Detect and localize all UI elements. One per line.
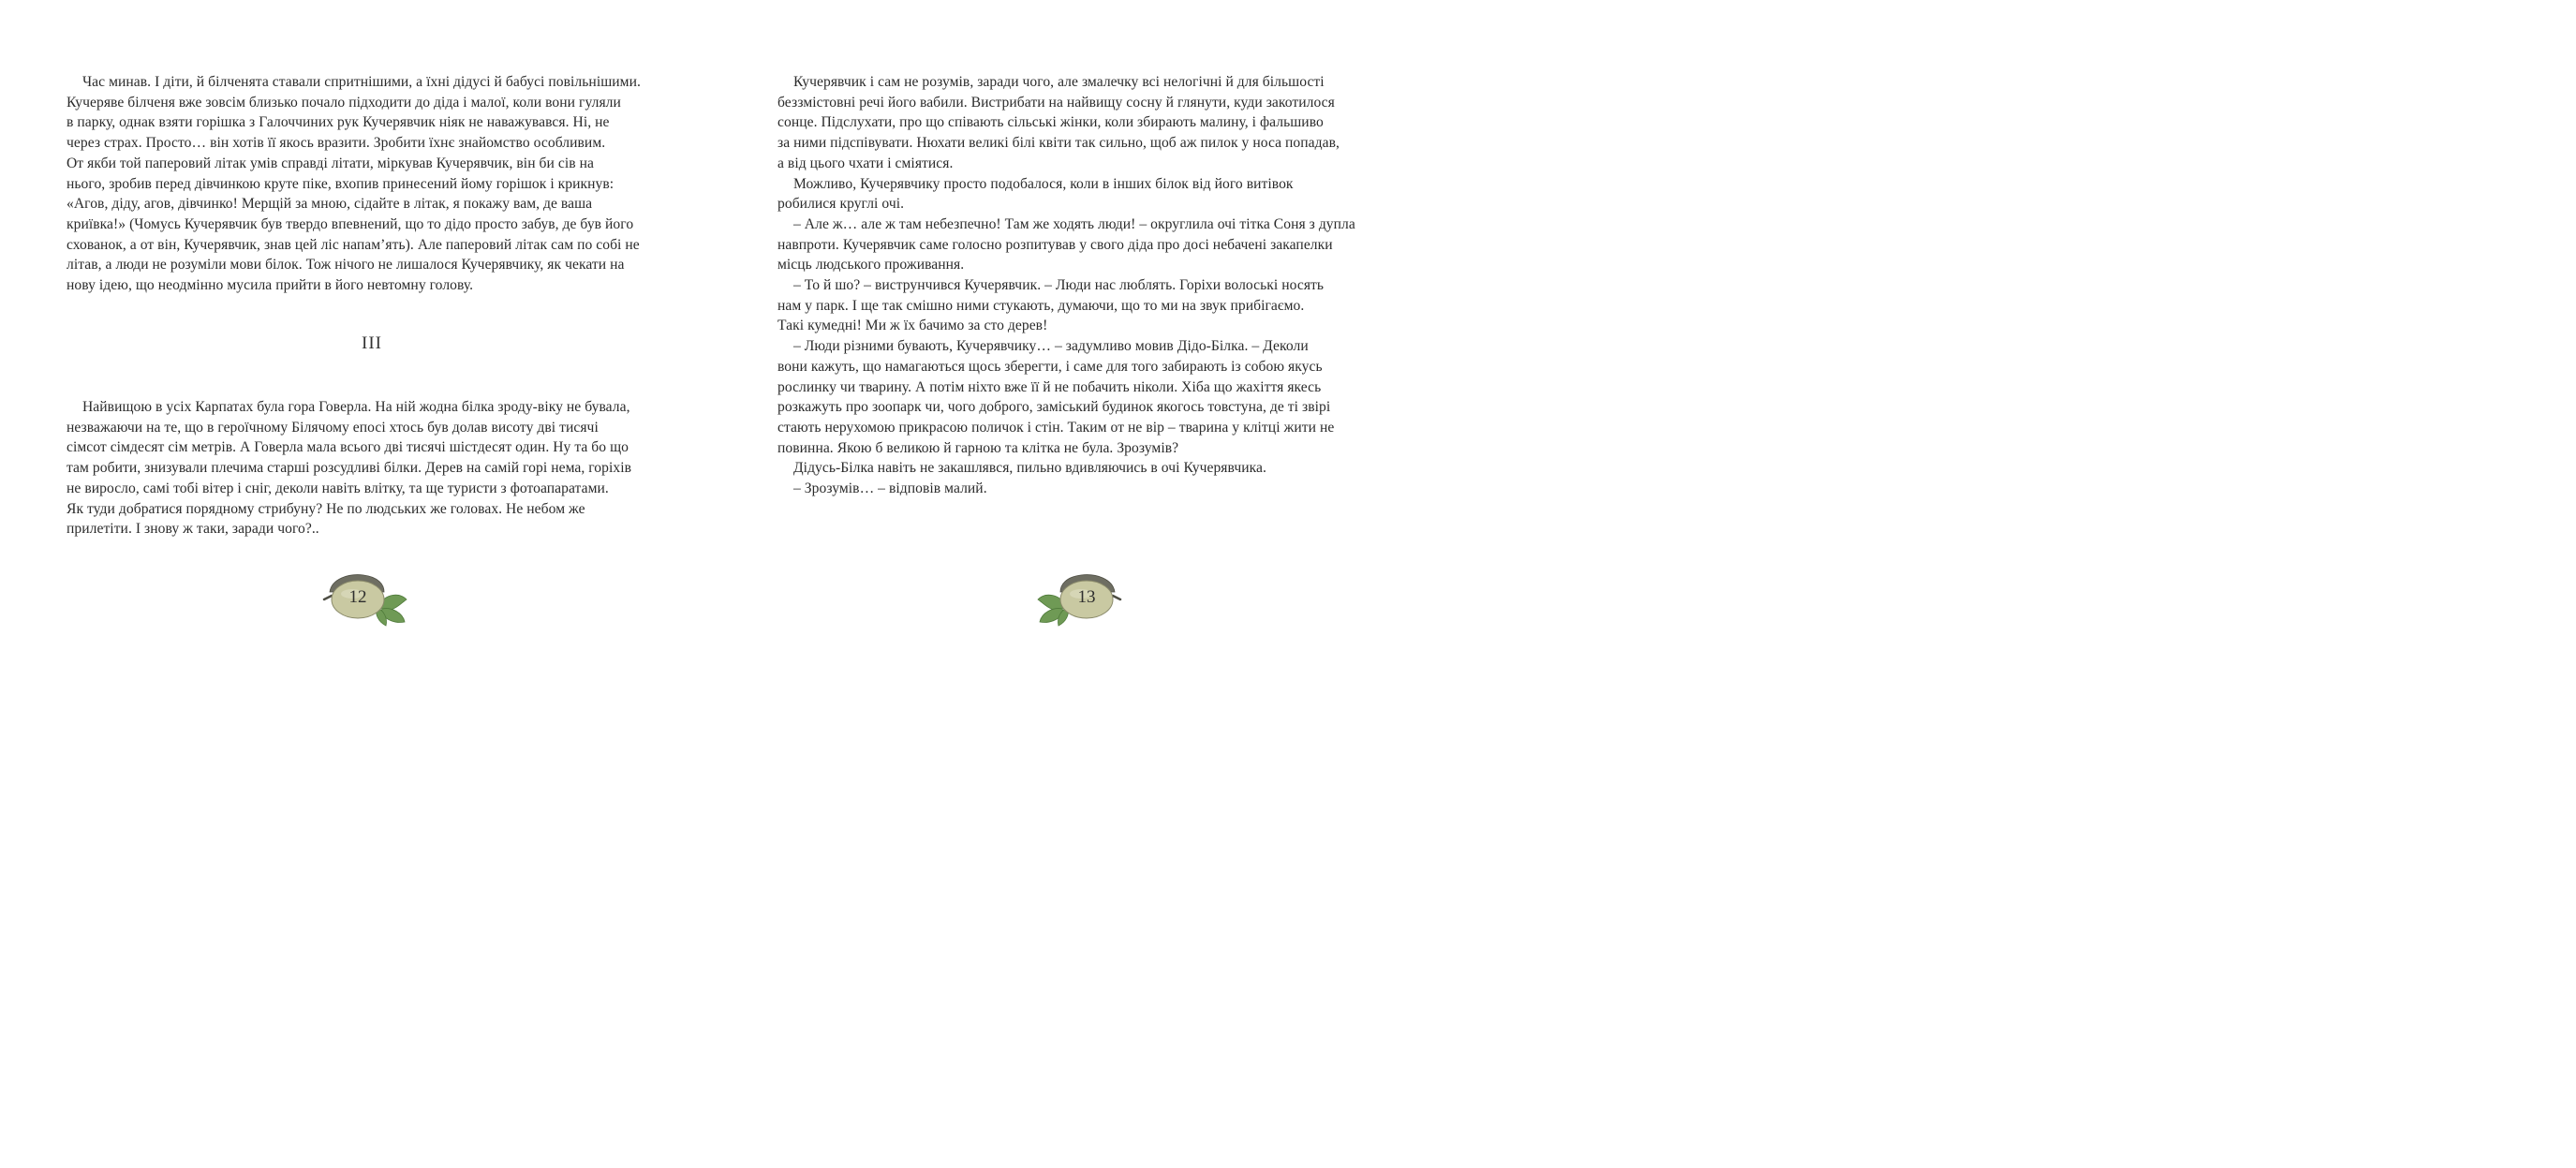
text-line: нову ідею, що неодмінно мусила прийти в його невтомну голову.: [67, 277, 474, 294]
text-line: – Але ж… але ж там небезпечно! Там же ходять люди! – округлила очі тітка Соня з дупла: [793, 215, 1355, 232]
text-line: за ними підспівувати. Нюхати великі білі квіти так сильно, щоб аж пилок у носа попадав,: [777, 135, 1340, 152]
text-line: Час минав. І діти, й білченята ставали спритнішими, а їхні дідусі й бабусі повільнішими.: [82, 74, 641, 90]
text-line: беззмістовні речі його вабили. Вистрибати на найвищу сосну й глянути, куди закотилося: [777, 94, 1335, 111]
acorn-leaf-icon: [320, 568, 414, 628]
page-number: 13: [1077, 587, 1096, 607]
text-line: літав, а люди не розуміли мови білок. Тож нічого не лишалося Кучерявчику, як чекати на: [67, 257, 625, 274]
text-line: робилися круглі очі.: [777, 196, 905, 213]
text-line: незважаючи на те, що в героїчному Білячому епосі хтось був долав висоту дві тисячі: [67, 419, 599, 436]
text-line: Такі кумедні! Ми ж їх бачимо за сто дерев!: [777, 318, 1048, 334]
page-number: 12: [348, 587, 367, 607]
text-line: нам у парк. І ще так смішно ними стукають, думаючи, що то ми на звук прибігаємо.: [777, 297, 1305, 314]
right-page: [734, 0, 1469, 661]
text-line: там робити, знизували плечима старші розсудливі білки. Дерев на самій горі нема, горіхів: [67, 460, 632, 477]
text-line: в парку, однак взяти горішка з Галоччиних рук Кучерявчик ніяк не наважувався. Ні, не: [67, 114, 610, 131]
text-line: Найвищою в усіх Карпатах була гора Говерла. На ній жодна білка зроду-віку не бувала,: [82, 399, 630, 415]
text-line: вони кажуть, що намагаються щось зберегти, і саме для того забирають із собою якусь: [777, 358, 1323, 375]
text-line: Кучеряве білченя вже зовсім близько почало підходити до діда і малої, коли вони гуляли: [67, 94, 621, 111]
text-line: повинна. Якою б великою й гарною та клітка не була. Зрозумів?: [777, 439, 1179, 456]
text-line: Дідусь-Білка навіть не закашлявся, пильно вдивляючись в очі Кучерявчика.: [793, 460, 1266, 477]
text-line: навпроти. Кучерявчик саме голосно розпитував у свого діда про досі небачені закапелки: [777, 236, 1333, 253]
text-line: сонце. Підслухати, про що співають сільські жінки, коли збирають малину, і фальшиво: [777, 114, 1324, 131]
text-line: нього, зробив перед дівчинкою круте піке, вхопив принесений йому горішок і крикнув:: [67, 175, 614, 192]
text-line: схованок, а от він, Кучерявчик, знав цей ліс напам’ять). Але паперовий літак сам по собі не: [67, 236, 640, 253]
left-paragraph-2: [67, 397, 631, 540]
chapter-heading: III: [362, 333, 382, 353]
text-line: сімсот сімдесят сім метрів. А Говерла мала всього дві тисячі шістдесят один. Ну та бо що: [67, 439, 629, 456]
text-line: – Люди різними бувають, Кучерявчику… – задумливо мовив Дідо-Білка. – Деколи: [793, 338, 1309, 355]
text-line: – Зрозумів… – відповів малий.: [793, 481, 987, 497]
right-text-block: [777, 72, 1355, 499]
text-line: не виросло, самі тобі вітер і сніг, деколи навіть влітку, та ще туристи з фотоапаратами.: [67, 480, 609, 496]
text-line: прилетіти. І знову ж таки, заради чого?..: [67, 521, 319, 538]
text-line: криївка!» (Чомусь Кучерявчик був твердо впевнений, що то дідо просто забув, де був його: [67, 215, 634, 232]
text-line: Як туди добратися порядному стрибуну? Не по людських же головах. Не небом же: [67, 500, 585, 517]
text-line: рослинку чи тварину. А потім ніхто вже її й не побачить ніколи. Хіба що жахіття якесь: [777, 378, 1322, 395]
text-line: місць людського проживання.: [777, 257, 965, 274]
text-line: От якби той паперовий літак умів справді літати, міркував Кучерявчик, він би сів на: [67, 155, 594, 171]
left-paragraph-1: [67, 72, 641, 296]
text-line: Кучерявчик і сам не розумів, заради чого, але змалечку всі нелогічні й для більшості: [793, 74, 1325, 90]
text-line: «Агов, діду, агов, дівчинко! Мерщій за мною, сідайте в літак, я покажу вам, де ваша: [67, 196, 593, 213]
text-line: стають нерухомою прикрасою поличок і стін. Таким от не вір – тварина у клітці жити не: [777, 419, 1335, 436]
left-page: [0, 0, 734, 661]
text-line: Можливо, Кучерявчику просто подобалося, коли в інших білок від його витівок: [793, 175, 1294, 192]
text-line: розкажуть про зоопарк чи, чого доброго, заміський будинок якогось товстуна, де ті звірі: [777, 399, 1331, 416]
text-line: через страх. Просто… він хотів її якось вразити. Зробити їхнє знайомство особливим.: [67, 135, 606, 152]
text-line: – То й шо? – виструнчився Кучерявчик. – Люди нас люблять. Горіхи волоські носять: [793, 277, 1325, 294]
acorn-leaf-icon: [1030, 568, 1124, 628]
text-line: а від цього чхати і сміятися.: [777, 155, 954, 171]
